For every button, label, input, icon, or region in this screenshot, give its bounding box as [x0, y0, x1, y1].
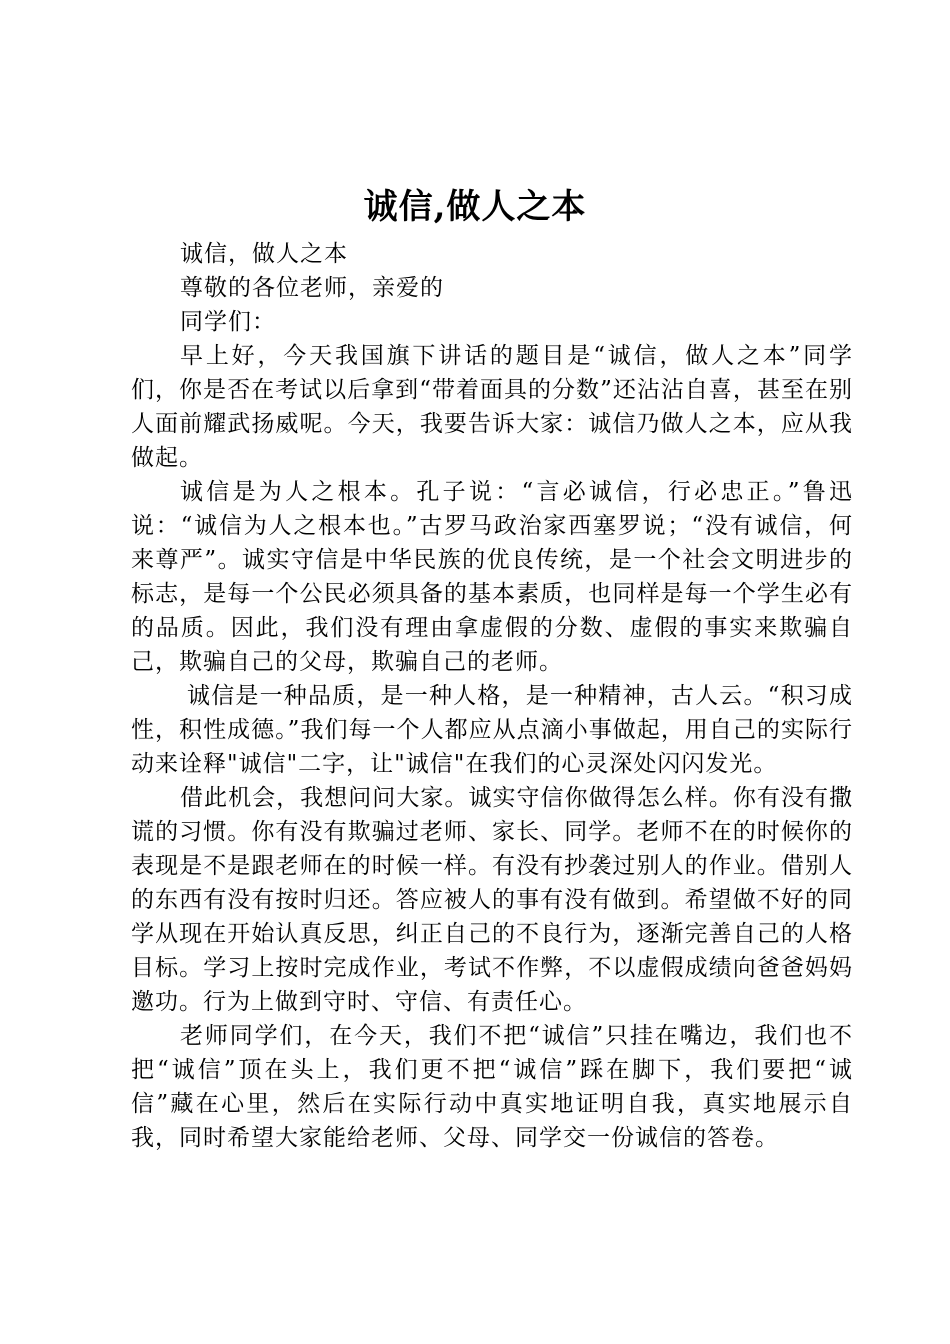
paragraph: 诚信是一种品质，是一种人格，是一种精神，古人云。“积习成性，积性成德。”我们每一个人都应从点滴小事做起，用自己的实际行动来诠释"诚信"二字，让"诚信"在我们的心灵深处闪闪发光。: [131, 683, 853, 777]
document-body: [131, 237, 853, 1155]
subtitle-line: 诚信，做人之本: [180, 241, 348, 267]
salutation-line: 尊敬的各位老师，亲爱的: [180, 275, 444, 301]
paragraph: 早上好，今天我国旗下讲话的题目是“诚信，做人之本”同学们，你是否在考试以后拿到“带着面具的分数”还沾沾自喜，甚至在别人面前耀武扬威呢。今天，我要告诉大家：诚信乃做人之本，应从我做起。: [131, 343, 853, 471]
paragraph: 老师同学们，在今天，我们不把“诚信”只挂在嘴边，我们也不把“诚信”顶在头上，我们更不把“诚信”踩在脚下，我们要把“诚信”藏在心里，然后在实际行动中真实地证明自我，真实地展示自我，同时希望大家能给老师、父母、同学交一份诚信的答卷。: [131, 1023, 853, 1151]
document-title: 诚信,做人之本: [363, 187, 587, 227]
salutation-line: 同学们：: [180, 309, 276, 335]
paragraph: 诚信是为人之根本。孔子说：“言必诚信，行必忠正。”鲁迅说：“诚信为人之根本也。”古罗马政治家西塞罗说；“没有诚信，何来尊严”。诚实守信是中华民族的优良传统，是一个社会文明进步的标志，是每一个公民必须具备的基本素质，也同样是每一个学生必有的品质。因此，我们没有理由拿虚假的分数、虚假的事实来欺骗自己，欺骗自己的父母，欺骗自己的老师。: [131, 479, 853, 675]
paragraph: 借此机会，我想问问大家。诚实守信你做得怎么样。你有没有撒谎的习惯。你有没有欺骗过老师、家长、同学。老师不在的时候你的表现是不是跟老师在的时候一样。有没有抄袭过别人的作业。借别人的东西有没有按时归还。答应被人的事有没有做到。希望做不好的同学从现在开始认真反思，纠正自己的不良行为，逐渐完善自己的人格目标。学习上按时完成作业，考试不作弊，不以虚假成绩向爸爸妈妈邀功。行为上做到守时、守信、有责任心。: [131, 785, 853, 1015]
